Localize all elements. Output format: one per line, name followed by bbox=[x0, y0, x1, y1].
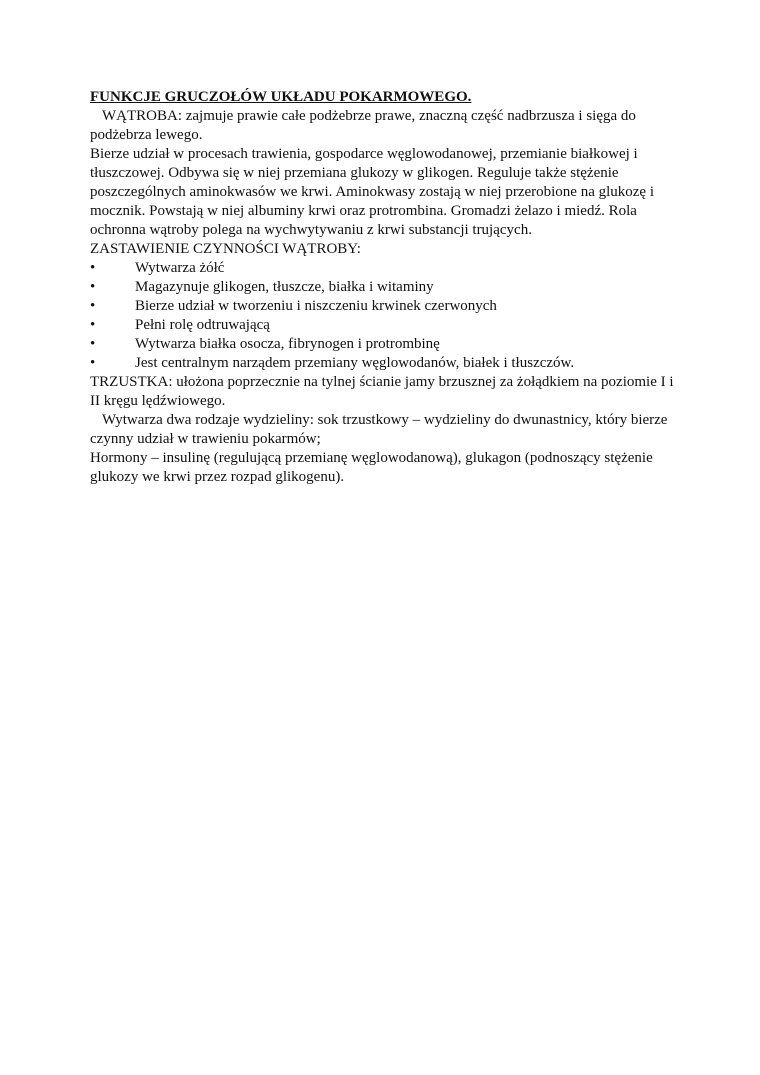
paragraph-liver-summary-heading: ZASTAWIENIE CZYNNOŚCI WĄTROBY: bbox=[90, 241, 361, 257]
paragraph-pancreas-location: TRZUSTKA: ułożona poprzecznie na tylnej ścianie jamy brzusznej za żołądkiem na poziomie I i II kręgu lędźwiowego. bbox=[90, 374, 674, 409]
list-item bbox=[90, 335, 680, 354]
liver-functions-list bbox=[90, 259, 680, 373]
bullet-icon: • bbox=[90, 260, 96, 276]
bullet-icon: • bbox=[90, 317, 96, 333]
list-item-text: Pełni rolę odtruwającą bbox=[135, 317, 270, 333]
bullet-icon: • bbox=[90, 355, 96, 371]
list-item bbox=[90, 259, 680, 278]
paragraph-pancreas-secretions: Wytwarza dwa rodzaje wydzieliny: sok trzustkowy – wydzieliny do dwunastnicy, który bierze czynny udział w trawieniu pokarmów; bbox=[90, 412, 668, 447]
list-item bbox=[90, 278, 680, 297]
paragraph-pancreas-hormones: Hormony – insulinę (regulującą przemianę węglowodanową), glukagon (podnoszący stężenie glukozy we krwi przez rozpad glikogenu). bbox=[90, 450, 653, 485]
bullet-icon: • bbox=[90, 279, 96, 295]
list-item-text: Bierze udział w tworzeniu i niszczeniu krwinek czerwonych bbox=[135, 298, 497, 314]
list-item-text: Jest centralnym narządem przemiany węglowodanów, białek i tłuszczów. bbox=[135, 355, 575, 371]
list-item bbox=[90, 297, 680, 316]
document-page bbox=[90, 88, 680, 487]
list-item bbox=[90, 354, 680, 373]
bullet-icon: • bbox=[90, 336, 96, 352]
list-item-text: Wytwarza żółć bbox=[135, 260, 225, 276]
list-item-text: Wytwarza białka osocza, fibrynogen i protrombinę bbox=[135, 336, 440, 352]
list-item bbox=[90, 316, 680, 335]
document-title: FUNKCJE GRUCZOŁÓW UKŁADU POKARMOWEGO. bbox=[90, 89, 472, 105]
bullet-icon: • bbox=[90, 298, 96, 314]
list-item-text: Magazynuje glikogen, tłuszcze, białka i witaminy bbox=[135, 279, 434, 295]
paragraph-liver-location: WĄTROBA: zajmuje prawie całe podżebrze prawe, znaczną część nadbrzusza i sięga do podżebrza lewego. bbox=[90, 108, 636, 143]
paragraph-liver-functions: Bierze udział w procesach trawienia, gospodarce węglowodanowej, przemianie białkowej i tłuszczowej. Odbywa się w niej przemiana glukozy w glikogen. Reguluje także stężenie poszczególnych aminokwasów we krwi. Aminokwasy zostają w niej przerobione na glukozę i mocznik. Powstają w niej albuminy krwi oraz protrombina. Gromadzi żelazo i miedź. Rola ochronna wątroby polega na wychwytywaniu z krwi substancji trujących. bbox=[90, 146, 655, 238]
